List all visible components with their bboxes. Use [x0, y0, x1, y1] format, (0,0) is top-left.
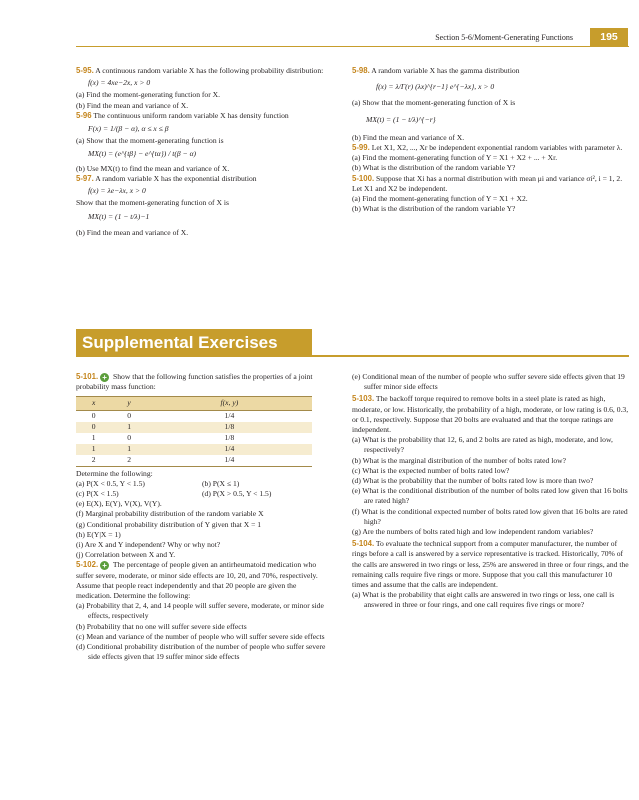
part-b: (b) Probability that no one will suffer severe side effects	[76, 621, 247, 631]
table-row	[76, 433, 312, 444]
pmf-table	[76, 396, 312, 466]
table-row	[76, 422, 312, 433]
table-cell: 1/4	[147, 444, 312, 455]
determine-text: Determine the following:	[76, 468, 153, 478]
mgf-formula: MX(t) = (1 − t/λ)^{−r}	[366, 114, 436, 124]
part-b: (b) P(X ≤ 1)	[202, 478, 240, 488]
table-cell: 1	[111, 444, 146, 455]
exercise-number: 5-98.	[352, 66, 370, 75]
exercise-5-95	[76, 66, 326, 76]
part-d: (d) P(X > 0.5, Y < 1.5)	[202, 489, 272, 499]
formula: f(x) = λe−λx, x > 0	[88, 186, 146, 196]
plus-icon: +	[100, 561, 109, 570]
table-cell: 0	[127, 411, 131, 420]
exercise-number: 5-99.	[352, 143, 370, 153]
section-banner: Supplemental Exercises	[76, 329, 312, 356]
mgf-formula: MX(t) = (e^{tβ} − e^{tα}) / t(β − α)	[88, 149, 197, 159]
part-e: (e) Conditional mean of the number of people who suffer severe side effects given that 19 suffer minor side effects	[352, 372, 625, 392]
table-cell: 0	[127, 433, 131, 442]
exercise-number: 5-95.	[76, 66, 94, 75]
table-row	[76, 444, 312, 455]
part-b: (b) What is the distribution of the random variable Y?	[352, 204, 516, 214]
part-b: (b) Use MX(t) to find the mean and variance of X.	[76, 163, 230, 173]
table-cell: 1/4	[147, 455, 312, 467]
exercise-5-99	[352, 143, 629, 153]
table-cell: 2	[111, 455, 146, 467]
part-d: (d) Conditional probability distribution of the number of people who suffer severe side effects given that 19 suffer minor side effects	[76, 642, 326, 662]
table-cell: 1/4	[224, 411, 235, 420]
part-a: (a) Probability that 2, 4, and 14 people will suffer severe, moderate, or minor side effects, respectively	[76, 601, 324, 621]
part-a: (a) Show that the moment-generating function is	[76, 136, 224, 146]
part-a: (a) Show that the moment-generating function of X is	[352, 98, 516, 108]
table-header-row	[76, 397, 312, 410]
exercise-number: 5-96	[76, 110, 92, 120]
part-b: (b) What is the marginal distribution of the number of bolts rated low?	[352, 455, 566, 465]
part-a: (a) Find the moment-generating function for X.	[76, 90, 221, 100]
exercise-5-96	[76, 111, 326, 121]
formula: f(x) = λ/Γ(r) (λx)^{r−1} e^{−λx}, x > 0	[376, 82, 495, 92]
part-g: (g) Are the numbers of bolts rated high and low independent random variables?	[352, 527, 594, 537]
exercise-5-102	[76, 560, 326, 601]
exercise-text: The backoff torque required to remove bolts in a steel plate is rated as high, moderate, or low. Historically, the probability of a high, moderate, or low rating is 0.6, 0.3, or 0.1, respectively. Suppose that 20 bolts are evaluated and that the torque ratings are independent.	[352, 394, 629, 435]
table-row	[76, 410, 312, 422]
exercise-text: A random variable X has the gamma distribution	[371, 66, 520, 75]
exercise-text: Let X1, X2, ..., Xr be independent exponential random variables with parameter λ.	[371, 143, 623, 153]
table-cell: 0	[76, 422, 111, 433]
mgf-formula: MX(t) = (1 − t/λ)−1	[88, 212, 150, 222]
banner-rule	[76, 355, 629, 357]
part-a: (a) P(X < 0.5, Y < 1.5)	[76, 478, 145, 488]
part-j: (j) Correlation between X and Y.	[76, 550, 176, 560]
table-cell: 1	[111, 422, 146, 433]
exercise-5-98	[352, 66, 629, 76]
column-header: x	[76, 397, 111, 410]
part-e: (e) E(X), E(Y), V(X), V(Y).	[76, 499, 162, 509]
exercise-number: 5-103.	[352, 394, 375, 404]
exercise-5-97	[76, 174, 326, 184]
part-a: (a) Find the moment-generating function of Y = X1 + X2.	[352, 194, 528, 204]
part-h: (h) E(Y|X = 1)	[76, 529, 121, 539]
table-cell: 2	[76, 455, 111, 467]
show-text: Show that the moment-generating function of X is	[76, 198, 229, 208]
exercise-text: To evaluate the technical support from a computer manufacturer, the number of rings before a call is answered by a service representative is tracked. Historically, 70% of the calls are answered in two rings or less, 25% are answered in three or four rings, and the remaining calls require five rings or more. Suppose that you call this manufacturer 10 times and assume that the calls are independent.	[352, 539, 629, 590]
table-cell: 1	[91, 433, 96, 442]
formula: f(x) = 4xe−2x, x > 0	[88, 78, 151, 88]
part-i: (i) Are X and Y independent? Why or why not?	[76, 540, 221, 550]
page-number: 195	[590, 28, 628, 47]
part-e: (e) What is the conditional distribution of the number of bolts rated low given that 16 bolts are rated high?	[352, 486, 628, 506]
table-cell: 1/8	[224, 433, 235, 442]
right-top-column	[352, 66, 629, 214]
exercise-number: 5-101.	[76, 372, 99, 381]
column-header: y	[111, 397, 146, 410]
part-c: (c) P(X < 1.5)	[76, 489, 119, 499]
exercise-number: 5-104.	[352, 539, 375, 549]
part-a: (a) What is the probability that 12, 6, and 2 bolts are rated as high, moderate, and low, respectively?	[352, 435, 613, 455]
table-cell: 0	[91, 411, 96, 420]
exercise-number: 5-97.	[76, 173, 94, 183]
part-g: (g) Conditional probability distribution of Y given that X = 1	[76, 519, 262, 529]
part-c: (c) Mean and variance of the number of people who will suffer severe side effects	[76, 631, 325, 641]
right-bottom-column	[352, 372, 629, 611]
exercise-number: 5-100.	[352, 173, 375, 183]
part-b: (b) Find the mean and variance of X.	[352, 132, 465, 142]
part-c: (c) What is the expected number of bolts rated low?	[352, 465, 510, 475]
exercise-text: A continuous random variable X has the following probability distribution:	[95, 66, 324, 75]
exercise-text: The percentage of people given an antirheumatoid medication who suffer severe, moderate, or minor side effects are 10, 20, and 70%, respectively. Assume that people react independently and that 20 people are given the medication. Determine the following:	[76, 560, 318, 601]
table-row	[76, 455, 312, 467]
parts-cd	[76, 489, 326, 499]
plus-icon: +	[100, 373, 109, 382]
exercise-number: 5-102.	[76, 560, 99, 570]
left-bottom-column	[76, 372, 326, 662]
exercise-text: Suppose that Xi has a normal distribution with mean μi and variance σi², i = 1, 2. Let X1 and X2 be independent.	[352, 173, 623, 193]
header-rule	[76, 46, 629, 47]
part-d: (d) What is the probability that the number of bolts rated low is more than two?	[352, 476, 594, 486]
table-cell: 1/8	[147, 422, 312, 433]
table-cell: 1	[76, 444, 111, 455]
running-header: Section 5-6/Moment-Generating Functions	[435, 33, 573, 42]
part-b: (b) What is the distribution of the random variable Y?	[352, 163, 516, 173]
part-f: (f) What is the conditional expected number of bolts rated low given that 16 bolts are rated high?	[352, 506, 628, 526]
parts-ab	[76, 479, 326, 489]
part-a: (a) Find the moment-generating function of Y = X1 + X2 + ... + Xr.	[352, 153, 558, 163]
part-a: (a) What is the probability that eight calls are answered in two rings or less, one call is answered in three or four rings, and one call requires five rings or more?	[352, 590, 615, 610]
exercise-5-101	[76, 372, 326, 392]
formula: F(x) = 1/(β − α), α ≤ x ≤ β	[88, 124, 169, 134]
exercise-5-100	[352, 174, 629, 194]
left-top-column	[76, 66, 326, 238]
part-f: (f) Marginal probability distribution of the random variable X	[76, 509, 264, 519]
exercise-text: Show that the following function satisfies the properties of a joint probability mass function:	[76, 372, 313, 392]
part-b: (b) Find the mean and variance of X.	[76, 227, 189, 237]
exercise-5-104	[352, 539, 629, 590]
exercise-5-103	[352, 394, 629, 435]
part-b: (b) Find the mean and variance of X.	[76, 100, 189, 110]
column-header: f(x, y)	[147, 397, 312, 410]
exercise-text: A random variable X has the exponential distribution	[95, 173, 257, 183]
exercise-text: The continuous uniform random variable X has density function	[93, 110, 289, 120]
